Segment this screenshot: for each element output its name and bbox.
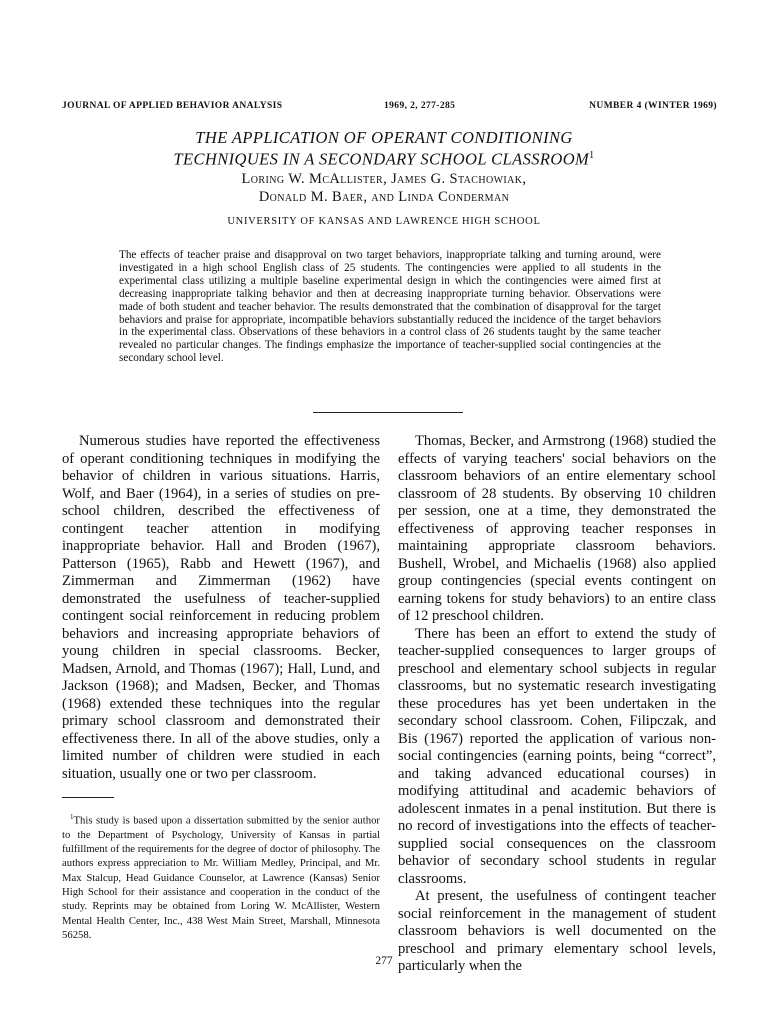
body-paragraph: Thomas, Becker, and Armstrong (1968) studied the effects of varying teachers' social behaviors on the classroom behaviors of an entire elementary school classroom of 28 students. By observing 10 children per session, one at a time, they demonstrated the effectiveness of approving teacher responses in maintaining appropriate classroom behaviors. Bushell, Wrobel, and Michaelis (1968) also applied group contingencies (special events contingent on earning tokens for study behaviors) to an entire class of 12 preschool children.: [398, 433, 716, 624]
affiliation: UNIVERSITY OF KANSAS AND LAWRENCE HIGH SCHOOL: [227, 216, 541, 227]
footnote-divider: [62, 797, 114, 798]
title-footnote-mark: 1: [589, 150, 595, 161]
body-paragraph: Numerous studies have reported the effectiveness of operant conditioning techniques in modifying the behavior of children in various situations. Harris, Wolf, and Baer (1964), in a series of studies on pre-school children, described the effectiveness of contingent teacher attention in modifying inappropriate behavior. Hall and Broden (1967), Patterson (1965), Rabb and Hewett (1967), and Zimmerman and Zimmerman (1962) have demonstrated the usefulness of teacher-supplied contingent social reinforcement in reducing problem behaviors and increasing appropriate behaviors of young children in special classrooms. Becker, Madsen, Arnold, and Thomas (1967); Hall, Lund, and Jackson (1968); and Madsen, Becker, and Thomas (1968) extended these techniques into the regular primary school classroom and demonstrated their effectiveness there. In all of the above studies, only a limited number of children were studied in each situation, usually one or two per classroom.: [62, 433, 380, 782]
authors-line-2: Donald M. Baer, and Linda Conderman: [258, 189, 510, 205]
issue-info: NUMBER 4 (WINTER 1969): [589, 101, 717, 111]
author-list: [60, 170, 708, 206]
body-paragraph: There has been an effort to extend the study of teacher-supplied consequences to larger groups of preschool and elementary school subjects in regular classrooms, but no systematic research investigating these procedures has yet been undertaken in the secondary school classroom. Cohen, Filipczak, and Bis (1967) reported the application of various non-social contingencies (earning points, being “correct”, and taking advanced educational courses) in modifying attitudinal and academic behaviors of adolescent inmates in a penal institution. But there is no record of investigations into the effects of teacher-supplied social consequences on the classroom behavior of secondary school students in regular classrooms.: [398, 625, 716, 887]
title-line-2-text: TECHNIQUES IN A SECONDARY SCHOOL CLASSROOM: [173, 149, 590, 169]
section-divider: [313, 412, 463, 413]
footnote: [62, 810, 380, 942]
body-paragraph: At present, the usefulness of contingent teacher social reinforcement in the management of student classroom behaviors is well documented on the preschool and primary elementary school levels, particularly when the: [398, 888, 716, 974]
footnote-text: This study is based upon a dissertation submitted by the senior author to the Department of Psychology, University of Kansas in partial fulfillment of the requirements for the degree of doctor of philosophy. The authors express appreciation to Mr. William Medley, Principal, and Mr. Max Stalcup, Head Guidance Counselor, at Lawrence (Kansas) Senior High School for their assistance and cooperation in the conduct of the study. Reprints may be obtained from Loring W. McAllister, Western Mental Health Center, Inc., 438 West Main Street, Marshall, Minnesota 56258.: [62, 814, 380, 941]
title-line-1: THE APPLICATION OF OPERANT CONDITIONING: [195, 128, 573, 147]
journal-name: JOURNAL OF APPLIED BEHAVIOR ANALYSIS: [62, 101, 283, 111]
right-column: [398, 433, 716, 976]
citation: 1969, 2, 277-285: [384, 101, 456, 111]
title-line-2: [60, 147, 708, 169]
footnote-mark: 1: [70, 813, 74, 821]
left-column: [62, 433, 380, 783]
article-title: [60, 129, 708, 169]
running-header: [62, 101, 717, 117]
page-number: 277: [375, 955, 393, 967]
authors-line-1: Loring W. McAllister, James G. Stachowiak,: [241, 171, 527, 187]
abstract: The effects of teacher praise and disapproval on two target behaviors, inappropriate talking and turning around, were investigated in a high school English class of 25 students. The contingencies were applied to all students in the experimental class utilizing a multiple baseline experimental design in which the contingencies were aimed first at decreasing inappropriate talking behavior and then at decreasing inappropriate turning behavior. Observations were made of both student and teacher behavior. The results demonstrated that the combination of disapproval for the target behaviors and praise for appropriate, incompatible behaviors substantially reduced the incidence of the target behaviors in the experimental class. Observations of these behaviors in a control class of 26 students taught by the same teacher revealed no particular changes. The findings emphasize the importance of teacher-supplied social contingencies at the secondary school level.: [119, 249, 661, 365]
